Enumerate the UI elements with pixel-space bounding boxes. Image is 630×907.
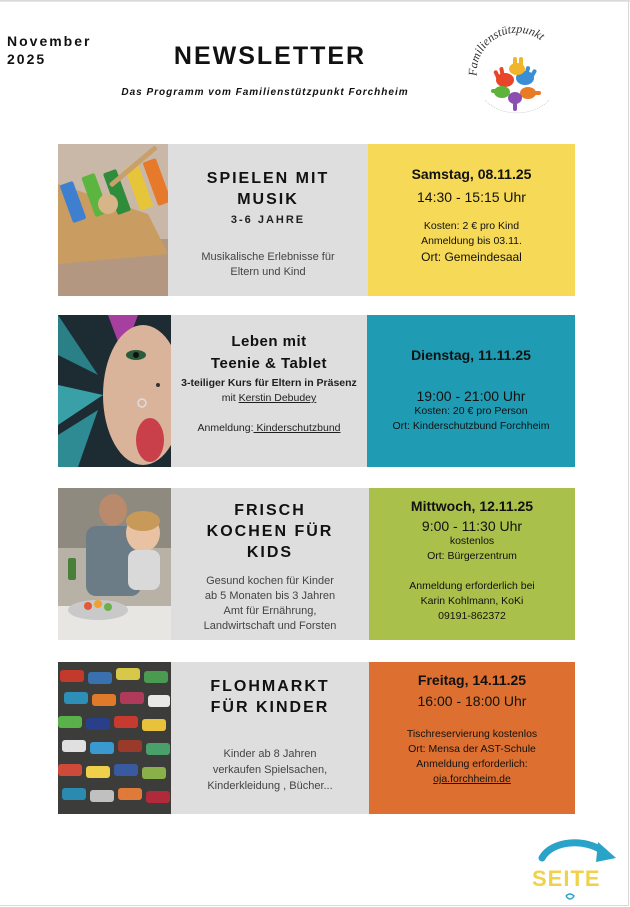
page-subtitle: Das Programm vom Familienstützpunkt Forchheim (121, 87, 409, 98)
event-phone: 09191-862372 (438, 610, 506, 622)
desc-line: verkaufen Spielsachen, (212, 764, 328, 776)
event-link[interactable]: oja.forchheim.de (433, 773, 511, 785)
event-cost: Kosten: 20 € pro Person (414, 405, 528, 417)
event-registration: Anmeldung erforderlich: (416, 758, 528, 770)
cooking-with-child-photo (58, 488, 171, 640)
toy-cars-photo (58, 662, 171, 814)
event-registration: Anmeldung erforderlich bei (409, 580, 535, 592)
event-time: 19:00 - 21:00 Uhr (416, 388, 526, 404)
desc-line: Gesund kochen für Kinder (206, 575, 334, 587)
event-course: 3-teiliger Kurs für Eltern in Präsenz (181, 377, 357, 389)
event-title: FÜR KINDER (210, 699, 330, 716)
event-title: KOCHEN FÜR (206, 523, 334, 540)
desc-line: Amt für Ernährung, (223, 605, 317, 617)
event-title: Leben mit (231, 333, 307, 350)
event-info-panel (171, 488, 369, 640)
event-title: FRISCH (234, 502, 306, 519)
event-contact: Karin Kohlmann, KoKi (420, 595, 524, 607)
event-age: 3-6 JAHRE (230, 214, 306, 226)
event-details-panel (369, 662, 575, 814)
event-details-panel (368, 144, 575, 296)
desc-line: ab 5 Monaten bis 3 Jahren (204, 590, 336, 602)
next-page-label: SEITE (532, 866, 601, 891)
event-time: 16:00 - 18:00 Uhr (417, 693, 527, 709)
next-page-button[interactable] (526, 836, 622, 902)
event-place: Ort: Kinderschutzbund Forchheim (392, 420, 550, 432)
desc-line: Musikalische Erlebnisse für (201, 251, 335, 263)
event-date: Freitag, 14.11.25 (417, 672, 527, 688)
event-date: Mittwoch, 12.11.25 (410, 498, 534, 514)
issue-date (7, 32, 91, 68)
event-card-teenie-tablet (58, 315, 575, 467)
event-title: MUSIK (237, 191, 299, 208)
event-date: Samstag, 08.11.25 (411, 166, 532, 182)
event-title: Teenie & Tablet (210, 355, 328, 372)
xylophone-photo (58, 144, 168, 296)
event-table-reservation: Tischreservierung kostenlos (406, 728, 538, 740)
event-description (168, 250, 368, 280)
event-cost: kostenlos (449, 535, 495, 547)
teenager-face-photo (58, 315, 171, 467)
event-details-panel (367, 315, 575, 467)
desc-line: Eltern und Kind (230, 266, 306, 278)
event-cost: Kosten: 2 € pro Kind (423, 220, 520, 232)
instructor-prefix: mit (221, 392, 239, 404)
issue-month: November (7, 33, 92, 49)
desc-line: Landwirtschaft und Forsten (203, 620, 337, 632)
familienstuetzpunkt-logo (465, 22, 565, 114)
event-description (171, 746, 369, 794)
event-description (171, 574, 369, 634)
event-place: Ort: Bürgerzentrum (427, 550, 517, 562)
event-title: KIDS (246, 544, 294, 561)
event-time: 14:30 - 15:15 Uhr (417, 189, 526, 205)
event-date: Dienstag, 11.11.25 (411, 347, 531, 363)
event-card-cooking (58, 488, 575, 640)
event-info-panel (171, 662, 369, 814)
event-details-panel (369, 488, 575, 640)
registration-link[interactable]: Kinderschutzbund (253, 422, 341, 434)
event-info-panel (168, 144, 368, 296)
event-card-music (58, 144, 575, 296)
event-title: FLOHMARKT (210, 678, 330, 695)
desc-line: Kinder ab 8 Jahren (223, 748, 317, 760)
page-title: NEWSLETTER (173, 42, 367, 70)
svg-text:Familienstützpunkt: Familienstützpunkt (465, 22, 548, 77)
registration-prefix: Anmeldung: (197, 422, 254, 434)
event-card-flohmarkt (58, 662, 575, 814)
event-instructor (171, 391, 367, 406)
issue-year: 2025 (7, 51, 47, 67)
event-place: Ort: Mensa der AST-Schule (408, 743, 536, 755)
event-registration: Anmeldung bis 03.11. (421, 235, 522, 247)
event-title: SPIELEN MIT (206, 170, 330, 187)
event-info-panel (171, 315, 367, 467)
instructor-link[interactable]: Kerstin Debudey (238, 392, 317, 404)
event-place: Ort: Gemeindesaal (421, 250, 522, 264)
desc-line: Kinderkleidung , Bücher... (207, 780, 333, 792)
event-time: 9:00 - 11:30 Uhr (421, 518, 523, 534)
event-registration (171, 421, 367, 436)
hands-icon (491, 57, 541, 111)
